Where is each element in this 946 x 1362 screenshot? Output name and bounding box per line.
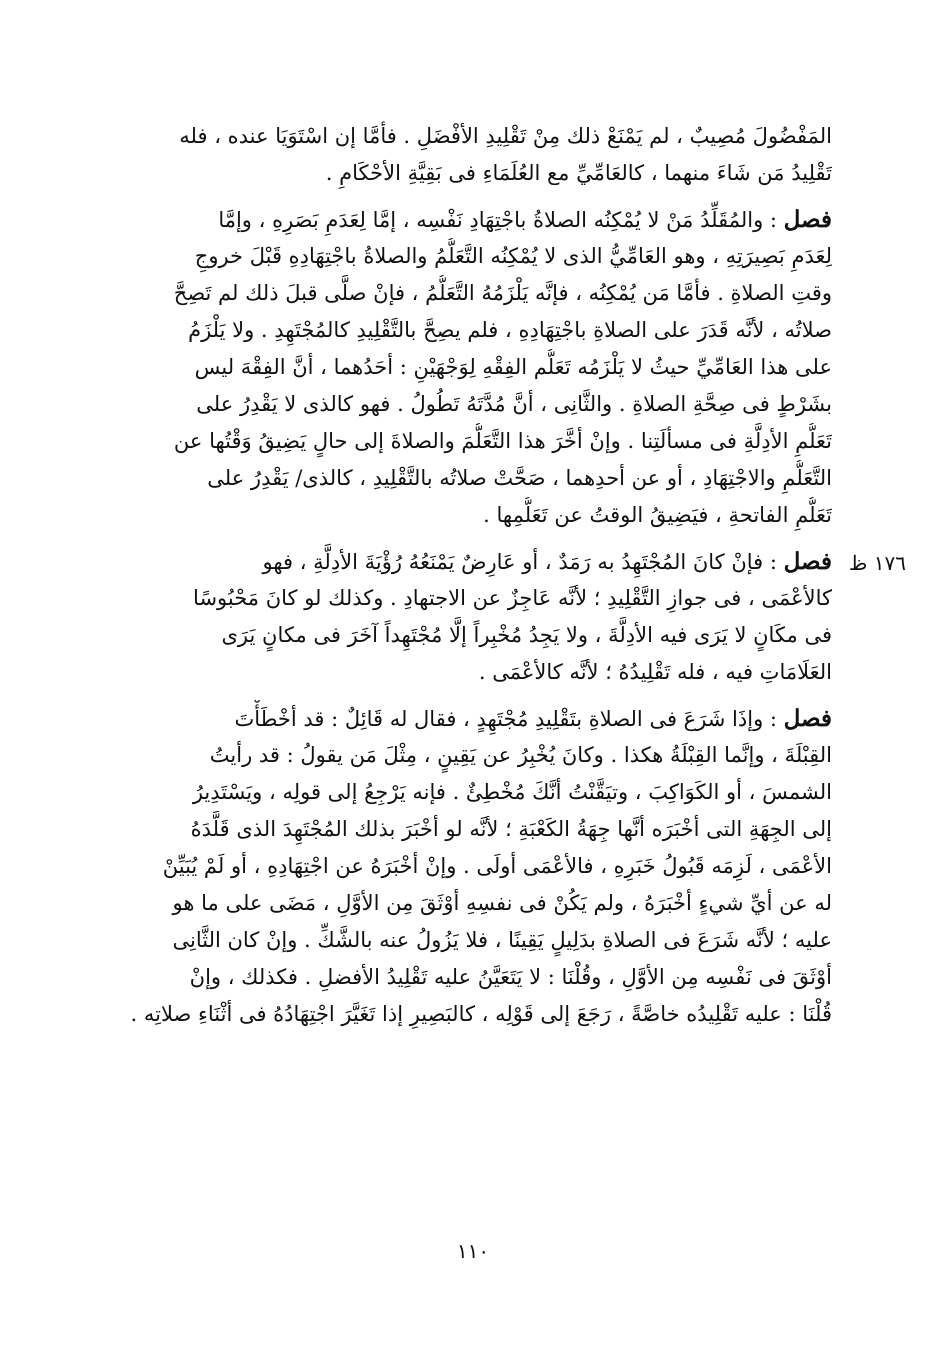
text-line: أوْثَقَ فى نَفْسِه مِن الأوَّلِ ، وقُلْنَا : لا يَتَعَيَّنُ عليه تَقْلِيدُ الأفضلِ . فكذلك ، وإنْ (189, 965, 832, 989)
text-line: الأعْمَى ، لَزِمَه قَبُولُ خَبَرِهِ ، فالأعْمَى أولَى . وإنْ أخْبَرَهُ عن اجْتِهَادِهِ ، أو لَمْ يُبَيِّنْ (162, 854, 832, 878)
text-line: لِعَدَمِ بَصِيرَتِهِ ، وهو العَامِّيُّ الذى لا يُمْكِنُه التَّعَلُّمُ والصلاةُ باجْتِهَادِهِ قَبْلَ خروجِ (194, 244, 832, 268)
text-line: تَعَلُّمِ الأدِلَّةِ فى مسألَتِنا . وإنْ أخَّرَ هذا التَّعَلُّمَ والصلاةَ إلى حالٍ يَضِيقُ وَقْتُها عن (173, 429, 832, 453)
page-number: ١١٠ (456, 1239, 490, 1263)
text-line: التَّعَلُّمِ والاجْتِهَادِ ، أو عن أحدِهما ، صَحَّتْ صلاتُه بالتَّقْلِيدِ ، كالذى/ يَقْدِرُ على (207, 466, 832, 490)
section-heading: فصل (783, 548, 832, 575)
paragraph-fasl-3 (128, 700, 832, 1033)
text-line: تَعَلُّمِ الفاتحةِ ، فيَضِيقُ الوقتُ عن تَعَلُّمِها . (483, 503, 832, 527)
paragraph-fasl-2 (128, 543, 832, 691)
text-line: إلى الجِهَةِ التى أخْبَرَه أنَّها جِهَةُ الكَعْبَةِ ؛ لأنَّه لو أخْبَرَ بذلك المُجْتَهِدَ الذى قَلَّدَهُ (190, 817, 832, 841)
text-fragment: : والمُقَلِّدُ مَنْ لا يُمْكِنُه الصلاةُ باجْتِهَادِ نَفْسِه ، إمَّا لِعَدَمِ بَصَرِهِ ، وإمَّا (218, 208, 784, 232)
text-line (128, 700, 832, 737)
text-line: له عن أيِّ شيءٍ أخْبَرَهُ ، ولم يَكُنْ فى نفسِهِ أوْثَقَ مِن الأوَّلِ ، مَضَى على ما هو (172, 891, 832, 915)
paragraph-fasl-1 (128, 201, 832, 534)
text-line: المَفْضُولَ مُصِيبٌ ، لم يَمْنَعْ ذلك مِنْ تَقْلِيدِ الأفْضَلِ . فأمَّا إن اسْتَوَيَا عنده ، فله (179, 124, 832, 148)
text-line: بشَرْطٍ فى صِحَّةِ الصلاةِ . والثَّانِى ، أنَّ مُدَّتَهُ تَطُولُ . فهو كالذى لا يَقْدِرُ على (196, 392, 832, 416)
text-line: صلاتُه ، لأنَّه قَدَرَ على الصلاةِ باجْتِهَادِهِ ، فلم يصِحَّ بالتَّقْلِيدِ كالمُجْتَهِدِ . ولا يَلْزَمُ (188, 318, 832, 342)
text-line: كالأعْمَى ، فى جوازِ التَّقْلِيدِ ؛ لأنَّه عَاجِزٌ عن الاجتهادِ . وكذلك لو كانَ مَحْبُوسًا (193, 586, 832, 610)
text-fragment: : فإنْ كانَ المُجْتَهِدُ به رَمَدٌ ، أو عَارِضٌ يَمْنَعُهُ رُؤْيَةَ الأدِلَّةِ ، فهو (262, 550, 784, 574)
section-heading: فصل (783, 206, 832, 233)
paragraph-continuation (128, 118, 832, 192)
text-fragment: : وإذَا شَرَعَ فى الصلاةِ بتَقْلِيدِ مُجْتَهِدٍ ، فقال له قَائِلٌ : قد أخْطَأْتَ (234, 707, 784, 731)
text-line (128, 543, 832, 580)
main-text (128, 118, 832, 1033)
text-line: قُلْنَا : عليه تَقْلِيدُه خاصَّةً ، رَجَعَ إلى قَوْلِه ، كالبَصِيرِ إذا تَغَيَّرَ اجْتِهَادُهُ فى أثْنَاءِ صلاتِه . (130, 1002, 832, 1026)
manuscript-folio-note: ١٧٦ ظ (848, 551, 906, 575)
text-line: فى مكَانٍ لا يَرَى فيه الأدِلَّةَ ، ولا يَجِدُ مُخْبِراً إلَّا مُجْتَهِداً آخَرَ فى مكانٍ يَرَى (221, 623, 832, 647)
text-line: القِبْلَةَ ، وإنَّما القِبْلَةُ هكذا . وكانَ يُخْبِرُ عن يَقِينٍ ، مِثْلَ مَن يقولُ : قد رأيتُ (209, 743, 832, 767)
section-heading: فصل (783, 705, 832, 732)
text-line: تَقْلِيدُ مَن شَاءَ منهما ، كالعَامِّيِّ مع العُلَمَاءِ فى بَقِيَّةِ الأحْكَامِ . (325, 161, 832, 185)
text-line: العَلَامَاتِ فيه ، فله تَقْلِيدُهُ ؛ لأنَّه كالأعْمَى . (478, 660, 832, 684)
text-line: وقتِ الصلاةِ . فأمَّا مَن يُمْكِنُه ، فإنَّه يَلْزَمُهُ التَّعَلُّمُ ، فإنْ صلَّى قبلَ ذلك لم تَصِحَّ (173, 281, 832, 305)
text-line: على هذا العَامِّيِّ حيثُ لا يَلْزَمُه تَعَلُّم الفِقْهِ لِوَجْهَيْنِ : أحَدُهما ، أنَّ الفِقْهَ ليس (194, 355, 832, 379)
text-line (128, 201, 832, 238)
text-line: عليه ؛ لأنَّه شَرَعَ فى الصلاةِ بدَلِيلٍ يَقِينًا ، فلا يَزُولُ عنه بالشَّكِّ . وإنْ كان الثَّانِى (172, 928, 832, 952)
text-line: الشمسَ ، أو الكَوَاكِبَ ، وتيَقَّنْتُ أنَّكَ مُخْطِئٌ . فإنه يَرْجِعُ إلى قولِه ، ويَسْتَدِيرُ (192, 780, 832, 804)
